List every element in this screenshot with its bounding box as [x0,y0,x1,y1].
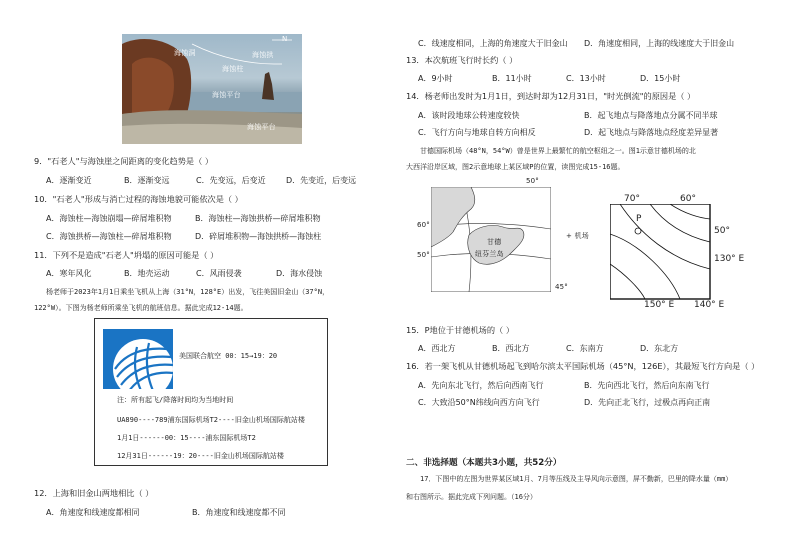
q12-stem: 12．上海和旧金山两地相比（ ） [34,488,154,498]
map1-lat-left: 50° [417,251,431,259]
q10-option-d[interactable]: D．碎屑堆积物—海蚀拱桥—海蚀柱 [195,232,322,241]
label-sea-arch: 海蚀拱 [252,51,274,59]
map2-lat-70: 70° [624,194,640,204]
q12-option-a[interactable]: A．角速度和线速度都相同 [46,508,140,517]
flight-intro-line-2: 122°W）。下图为杨老师所乘坐飞机的航班信息。据此完成12-14题。 [34,304,248,312]
map2-lon-150e: 150° E [644,300,675,310]
q9-stem: 9．"石老人"与海蚀崖之间距离的变化趋势是（ ） [34,156,214,166]
q12-option-b[interactable]: B．角速度和线速度都不同 [192,508,286,517]
flight-info-card [94,318,328,466]
q9-option-b[interactable]: B．逐渐变远 [124,176,170,185]
flight-intro-line-1: 杨老师于2023年1月1日乘坐飞机从上海（31°N，128°E）出发，飞往美国旧金山（37°N， [46,288,330,296]
label-north: N [282,35,288,43]
graticule-map [610,204,730,304]
q11-option-c[interactable]: C．风雨侵袭 [196,269,242,278]
q17-stem-line-2: 和右图所示。据此完成下列问题。（16分） [406,493,537,501]
q11-option-d[interactable]: D．海水侵蚀 [276,269,323,278]
q14-option-a[interactable]: A．该时段地球公转速度较快 [418,111,520,120]
flight-time-note: 注：所有起飞/降落时间均为当地时间 [117,396,234,404]
map1-lon-bottom: 45° [555,283,569,291]
q12-option-d[interactable]: D．角速度相同，上海的线速度大于旧金山 [584,39,735,48]
flight-arrival: 12月31日------19：20----旧金山机场国际航站楼 [117,452,284,460]
map2-lat-60: 60° [680,194,696,204]
q16-stem: 16．若一架飞机从甘德机场起飞到哈尔滨太平国际机场（45°N，126E），其最短飞行方向是（ ） [406,361,760,371]
map1-island: 纽芬兰岛 [475,250,504,258]
map1-place-gander: 甘德 [487,238,502,246]
q16-option-b[interactable]: B．先向西北飞行，然后向东南飞行 [584,381,710,390]
q15-stem: 15．P地位于甘德机场的（ ） [406,325,515,335]
q14-option-b[interactable]: B．起飞地点与降落地点分属不同半球 [584,111,718,120]
map1-lon-left: 60° [417,221,431,229]
gander-intro-line-2: 大西洋沿岸区域，图2示意地球上某区域P的位置，读图完成15-16题。 [406,163,625,171]
gander-intro-line-1: 甘德国际机场（48°N，54°W）曾是世界上最繁忙的航空枢纽之一。图1示意甘德机场的北 [420,147,696,155]
label-sea-cave: 海蚀洞 [174,49,196,57]
q14-option-d[interactable]: D．起飞地点与降落地点经度差异显著 [584,128,719,137]
q9-option-d[interactable]: D．先变近，后变远 [286,176,357,185]
q13-option-a[interactable]: A．9小时 [418,74,453,83]
q11-option-b[interactable]: B．地壳运动 [124,269,170,278]
airline-logo [103,329,173,389]
q15-option-d[interactable]: D．东北方 [640,344,679,353]
map2-lat-50: 50° [714,226,730,236]
q10-option-a[interactable]: A．海蚀柱—海蚀崩塌—碎屑堆积物 [46,214,172,223]
flight-company: 美国联合航空 00：15→19：20 [179,352,278,360]
q11-option-a[interactable]: A．寒年风化 [46,269,92,278]
q17-stem-line-1: 17．下图中的左图为世界某区域1月、7月等压线及主导风向示意图，屏不勤新，巴里的降水量（mm） [420,475,733,483]
q15-option-a[interactable]: A．西北方 [418,344,456,353]
q9-option-a[interactable]: A．逐渐变近 [46,176,92,185]
q15-option-c[interactable]: C．东南方 [566,344,604,353]
q11-stem: 11．下列不是造成"石老人"坍塌的原因可能是（ ） [34,250,219,260]
q10-option-c[interactable]: C．海蚀拱桥—海蚀柱—碎屑堆积物 [46,232,172,241]
q14-stem: 14．杨老师出发时为1月1日，到达时却为12月31日，"时光倒流"的原因是（ ） [406,91,696,101]
q13-option-d[interactable]: D．15小时 [640,74,681,83]
flight-departure: 1月1日------00：15----浦东国际机场T2 [117,434,256,442]
flight-route: UA890----789浦东国际机场T2----旧金山机场国际航站楼 [117,416,305,424]
globe-logo-icon [103,329,173,389]
map2-point-p: P [636,214,642,224]
map1-lat-top: 50° [526,177,540,185]
map1-legend-airport: + 机场 [566,232,589,240]
q10-stem: 10．"石老人"形成与消亡过程的海蚀地貌可能依次是（ ） [34,194,243,204]
q15-option-b[interactable]: B．西北方 [492,344,530,353]
sea-cliff-photo [122,34,302,144]
q13-stem: 13．本次航班飞行时长约（ ） [406,55,518,65]
q12-option-c[interactable]: C．线速度相同，上海的角速度大于旧金山 [418,39,568,48]
q13-option-c[interactable]: C．13小时 [566,74,606,83]
q13-option-b[interactable]: B．11小时 [492,74,532,83]
map2-lon-130e: 130° E [714,254,745,264]
q16-option-a[interactable]: A．先向东北飞行，然后向西南飞行 [418,381,544,390]
map-figure-2 [602,196,777,314]
q16-option-d[interactable]: D．先向正北飞行，过极点再向正南 [584,398,711,407]
q14-option-c[interactable]: C．飞行方向与地球自转方向相反 [418,128,536,137]
label-sea-pillar: 海蚀柱 [222,65,244,73]
q10-option-b[interactable]: B．海蚀柱—海蚀拱桥—碎屑堆积物 [195,214,321,223]
map-figure-1 [417,177,569,292]
label-platform: 海蚀平台 [212,91,241,99]
label-platform-2: 海蚀平台 [247,123,276,131]
q16-option-c[interactable]: C．大致沿50°N纬线向西方向飞行 [418,398,540,407]
map2-lon-140e: 140° E [694,300,725,310]
q9-option-c[interactable]: C．先变远，后变近 [196,176,266,185]
section-2-heading: 二、非选择题（本题共3小题，共52分） [406,458,562,468]
